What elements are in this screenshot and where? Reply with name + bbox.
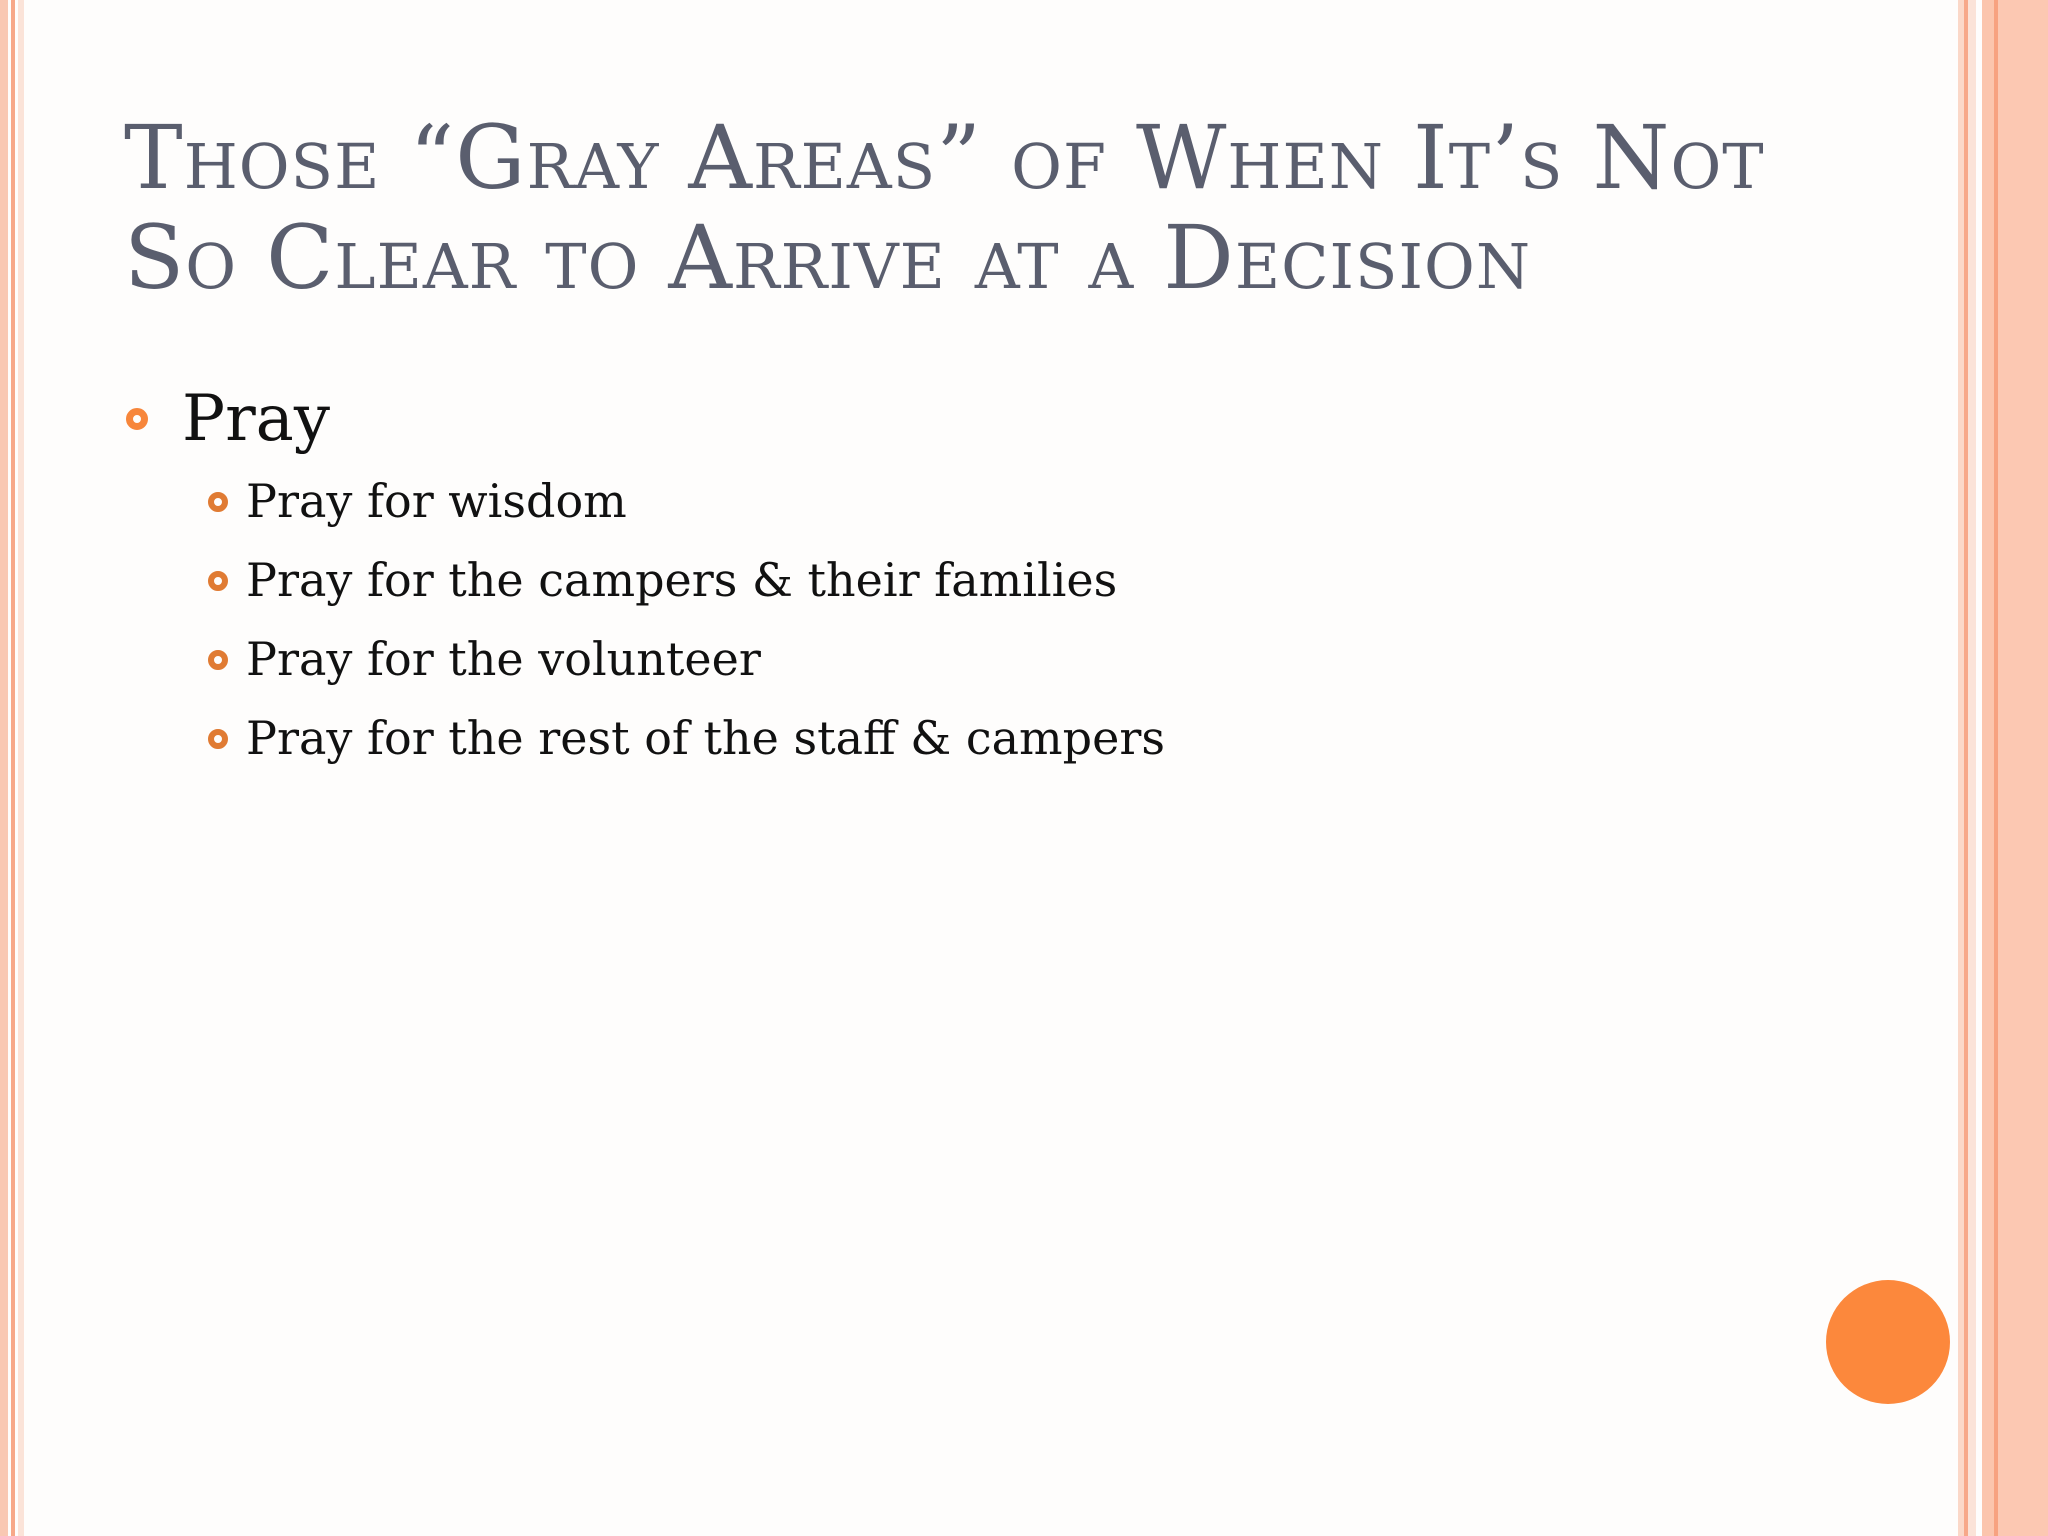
sub-bullet-text: Pray for wisdom [246,474,627,528]
bullet-text: Pray [182,382,330,456]
sub-bullet-text: Pray for the volunteer [246,632,761,686]
sub-bullet-item [208,462,1165,541]
decorative-circle [1826,1280,1950,1404]
sub-bullet-text: Pray for the campers & their families [246,553,1118,607]
right-border-stripe [1998,0,2048,1536]
sub-bullet-list [208,462,1165,778]
slide-title: Those “Gray Areas” of When It’s Not So Clear to Arrive at a Decision [124,106,1765,309]
left-border-stripe [11,0,15,1536]
sub-bullet-item [208,541,1165,620]
ring-bullet-icon [208,571,228,591]
right-border-stripe [1968,0,1976,1536]
ring-bullet-icon [208,650,228,670]
sub-bullet-text: Pray for the rest of the staff & campers [246,711,1165,765]
right-border-stripe [1982,0,1994,1536]
ring-bullet-icon [126,408,148,430]
bullet-item [126,374,330,464]
left-border-stripe [0,0,8,1536]
sub-bullet-item [208,699,1165,778]
left-border-stripe [18,0,24,1536]
ring-bullet-icon [208,729,228,749]
sub-bullet-item [208,620,1165,699]
ring-bullet-icon [208,492,228,512]
